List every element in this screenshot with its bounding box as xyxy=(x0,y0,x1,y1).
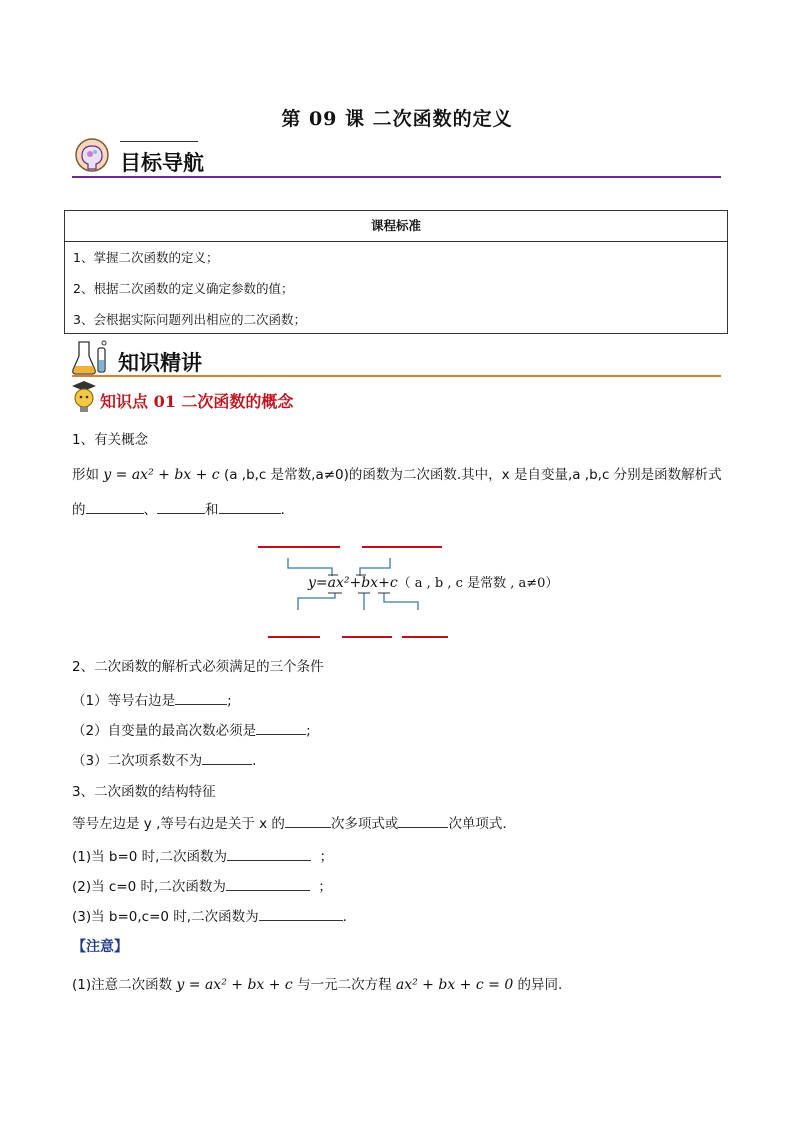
blank-field[interactable] xyxy=(227,848,311,861)
blank-field[interactable] xyxy=(259,908,343,921)
p2-c1-text: （1）等号右边是 xyxy=(72,693,176,709)
p1-line2-prefix: 的 xyxy=(72,502,86,518)
p3-case-1 xyxy=(72,845,333,865)
note-label: 【注意】 xyxy=(72,939,128,955)
section-heading-goals: 目标导航 xyxy=(120,150,204,175)
p3-s2-text: (2)当 c=0 时,二次函数为 xyxy=(72,879,226,895)
diagram-formula xyxy=(308,572,558,591)
p2-c2-end: ; xyxy=(306,723,311,739)
page-title: 第 09 课 二次函数的定义 xyxy=(281,108,513,130)
table-row: 2、根据二次函数的定义确定参数的值； xyxy=(73,281,294,296)
p2-condition-2 xyxy=(72,719,311,739)
p3-line xyxy=(72,812,507,832)
p2-c2-text: （2）自变量的最高次数必须是 xyxy=(72,723,257,739)
blank-field[interactable] xyxy=(226,878,310,891)
blank-field[interactable] xyxy=(202,752,252,765)
note-formula-1: y = ax² + bx + c xyxy=(176,977,293,993)
p3-line-b: 次多项式或 xyxy=(330,816,399,832)
note-mid: 与一元二次方程 xyxy=(297,977,392,993)
course-standards-table xyxy=(64,210,728,334)
p2-heading: 2、二次函数的解析式必须满足的三个条件 xyxy=(72,659,324,675)
p3-s1-text: (1)当 b=0 时,二次函数为 xyxy=(72,849,227,865)
p2-condition-1 xyxy=(72,689,232,709)
blank-field[interactable] xyxy=(86,501,144,514)
p2-condition-3 xyxy=(72,749,256,769)
purple-divider xyxy=(72,176,721,178)
p1-heading: 1、有关概念 xyxy=(72,432,149,448)
p2-c3-end: . xyxy=(252,753,257,769)
formula-diagram xyxy=(250,538,559,644)
note-formula-2: ax² + bx + c = 0 xyxy=(395,977,514,993)
brain-icon xyxy=(73,136,111,174)
p3-line-c: 次单项式. xyxy=(448,816,507,832)
blank-field[interactable] xyxy=(256,722,306,735)
note-line xyxy=(72,973,562,993)
p2-c3-text: （3）二次项系数不为 xyxy=(72,753,203,769)
p3-s3-text: (3)当 b=0,c=0 时,二次函数为 xyxy=(72,909,259,925)
note-prefix: (1)注意二次函数 xyxy=(72,977,173,993)
p1-line1 xyxy=(72,463,722,483)
p3-heading: 3、二次函数的结构特征 xyxy=(72,784,216,800)
flask-icon xyxy=(71,338,111,376)
p3-s2-end: ； xyxy=(318,879,332,895)
table-header: 课程标准 xyxy=(65,211,727,242)
blank-field[interactable] xyxy=(219,501,281,514)
p3-s1-end: ； xyxy=(319,849,334,865)
p3-case-3 xyxy=(72,905,347,925)
p1-suffix: (a ,b,c 是常数,a≠0)的函数为二次函数.其中，x 是自变量,a ,b,c 分别是函数解析式 xyxy=(223,467,722,483)
p1-sep: 、 xyxy=(143,502,157,518)
blank-field[interactable] xyxy=(285,815,331,828)
blank-field[interactable] xyxy=(157,501,205,514)
bulb-graduate-icon xyxy=(68,380,100,414)
p3-case-2 xyxy=(72,875,332,895)
diagram-formula-text: y=ax²+bx+c xyxy=(308,575,398,591)
p2-c1-end: ; xyxy=(227,693,232,709)
p3-s3-end: . xyxy=(342,909,347,925)
orange-divider xyxy=(72,375,721,377)
blank-field[interactable] xyxy=(398,815,448,828)
section-heading-knowledge: 知识精讲 xyxy=(118,350,202,375)
p3-line-a: 等号左边是 y ,等号右边是关于 x 的 xyxy=(72,816,285,832)
p1-formula: y = ax² + bx + c xyxy=(103,467,220,483)
blank-field[interactable] xyxy=(175,692,227,705)
p1-prefix: 形如 xyxy=(72,467,99,483)
heading-accent-line xyxy=(120,141,198,142)
p1-line2 xyxy=(72,498,285,518)
knowledge-point-title: 知识点 01 二次函数的概念 xyxy=(100,392,294,411)
diagram-condition: （ a , b , c 是常数 , a≠0） xyxy=(397,576,559,591)
note-suffix: 的异同. xyxy=(517,977,563,993)
p1-end: . xyxy=(280,502,285,518)
table-row: 3、会根据实际问题列出相应的二次函数； xyxy=(73,312,306,327)
p1-sep: 和 xyxy=(205,502,219,518)
table-row: 1、掌握二次函数的定义； xyxy=(73,250,219,265)
